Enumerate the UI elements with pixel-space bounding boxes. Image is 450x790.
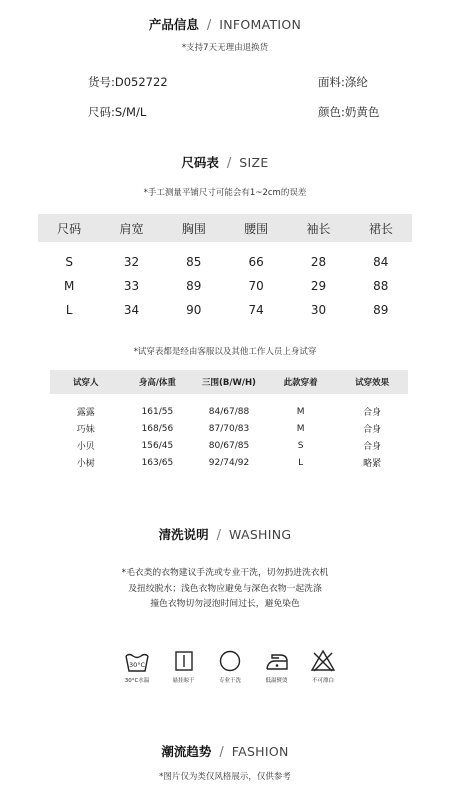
table-cell: 巧妹	[76, 425, 95, 435]
table-cell: M	[296, 406, 305, 417]
header-cell: 肩宽	[100, 214, 162, 242]
table-row	[38, 274, 412, 298]
tryon-table-header	[50, 370, 408, 394]
care-item-hang-dry	[167, 647, 201, 684]
care-label: 低温熨烫	[265, 678, 288, 684]
table-cell: 合身	[363, 442, 382, 452]
table-cell: 161/55	[141, 406, 174, 417]
table-cell: 28	[310, 255, 327, 269]
fashion-note: *图片仅为类仅风格展示，仅供参考	[159, 772, 291, 782]
title-slash: /	[216, 528, 221, 543]
tryon-table	[50, 370, 408, 471]
table-cell: 合身	[363, 425, 382, 435]
low-iron-icon	[263, 647, 291, 675]
header-cell: 三围(B/W/H)	[193, 370, 265, 394]
table-cell: 87/70/83	[208, 423, 250, 434]
table-cell: 84/67/88	[208, 406, 250, 417]
return-policy-note: *支持7天无理由退换货	[181, 43, 269, 53]
table-cell: 略紧	[363, 459, 382, 469]
washing-line: *毛衣类的衣物建议手洗或专业干洗，切勿扔进洗衣机	[121, 568, 329, 578]
size-options: 尺码:S/M/L	[88, 105, 147, 119]
table-row	[38, 298, 412, 322]
care-label: 不可漂白	[311, 678, 334, 684]
table-cell: 89	[373, 303, 389, 317]
table-row	[50, 420, 408, 437]
table-cell: M	[63, 279, 75, 293]
table-cell: S	[65, 255, 73, 269]
info-title-cn: 产品信息	[148, 17, 199, 32]
table-cell: 88	[373, 279, 389, 293]
table-cell: 80/67/85	[208, 440, 250, 451]
header-cell: 裙长	[350, 214, 412, 242]
table-cell: 85	[186, 255, 202, 269]
washing-title-cn: 清洗说明	[158, 527, 209, 542]
table-cell: 29	[310, 279, 327, 293]
header-cell: 试穿效果	[336, 370, 408, 394]
header-cell: 腰围	[225, 214, 287, 242]
table-cell: 66	[248, 255, 264, 269]
dry-clean-icon	[216, 647, 244, 675]
table-cell: 84	[373, 255, 389, 269]
table-cell: 露露	[76, 408, 95, 418]
table-cell: 163/65	[141, 457, 174, 468]
hang-dry-icon	[170, 647, 198, 675]
title-slash: /	[219, 745, 224, 760]
table-cell: 92/74/92	[208, 457, 250, 468]
size-table	[38, 214, 412, 322]
care-label: 专业干洗	[218, 678, 241, 684]
table-cell: L	[298, 457, 304, 468]
title-slash: /	[206, 18, 212, 33]
washing-line: 撞色衣物切勿浸泡时间过长，避免染色	[150, 599, 300, 609]
tryon-note: *试穿表都是经由客服以及其他工作人员上身试穿	[133, 347, 317, 357]
table-cell: 156/45	[141, 440, 174, 451]
header-cell: 袖长	[287, 214, 349, 242]
table-cell: 168/56	[141, 423, 174, 434]
size-table-header	[38, 214, 412, 242]
care-label: 30°C水温	[124, 678, 150, 684]
table-row	[38, 250, 412, 274]
table-cell: L	[65, 303, 73, 317]
table-cell: 74	[248, 303, 264, 317]
washing-section-title	[0, 525, 450, 543]
header-cell: 试穿人	[50, 370, 122, 394]
table-row	[50, 454, 408, 471]
size-title-en: SIZE	[239, 155, 269, 170]
table-cell: 33	[123, 279, 140, 293]
table-cell: 70	[248, 279, 264, 293]
fashion-section-title	[0, 742, 450, 760]
title-slash: /	[226, 156, 232, 171]
table-row	[50, 403, 408, 420]
info-section-title	[0, 15, 450, 33]
table-cell: 89	[186, 279, 202, 293]
washing-line: 及扭绞脱水；浅色衣物应避免与深色衣物一起洗涤	[128, 583, 322, 594]
fashion-title-en: FASHION	[231, 744, 289, 759]
table-cell: 30	[310, 303, 327, 317]
size-title-cn: 尺码表	[181, 155, 219, 170]
table-cell: 90	[186, 303, 202, 317]
table-cell: 32	[123, 255, 140, 269]
wash-temp-text: 30°C	[128, 661, 146, 669]
header-cell: 胸围	[163, 214, 225, 242]
table-row	[50, 437, 408, 454]
care-item-wash	[120, 647, 154, 684]
care-label: 悬挂晾干	[172, 678, 195, 684]
care-item-iron	[260, 647, 294, 684]
washing-title-en: WASHING	[229, 527, 292, 542]
fashion-title-cn: 潮流趋势	[161, 744, 212, 759]
info-title-en: INFOMATION	[219, 17, 302, 32]
table-cell: S	[297, 440, 304, 451]
wash-30-icon	[123, 647, 151, 675]
no-bleach-icon	[309, 647, 337, 675]
table-cell: M	[296, 423, 305, 434]
material: 面料:涤纶	[318, 75, 368, 89]
size-section-title	[0, 153, 450, 171]
washing-instructions	[0, 566, 450, 613]
measure-note: *手工测量平铺尺寸可能会有1~2cm的误差	[143, 188, 307, 198]
care-icons	[120, 647, 340, 684]
table-cell: 34	[123, 303, 140, 317]
header-cell: 尺码	[38, 214, 100, 242]
table-cell: 合身	[363, 408, 382, 418]
color-option: 颜色:奶黄色	[318, 105, 380, 119]
care-item-dry-clean	[213, 647, 247, 684]
care-item-no-bleach	[306, 647, 340, 684]
table-cell: 小树	[76, 459, 95, 469]
header-cell: 此款穿着	[265, 370, 337, 394]
item-code: 货号:D052722	[88, 75, 168, 89]
table-cell: 小贝	[76, 442, 95, 452]
header-cell: 身高/体重	[122, 370, 194, 394]
